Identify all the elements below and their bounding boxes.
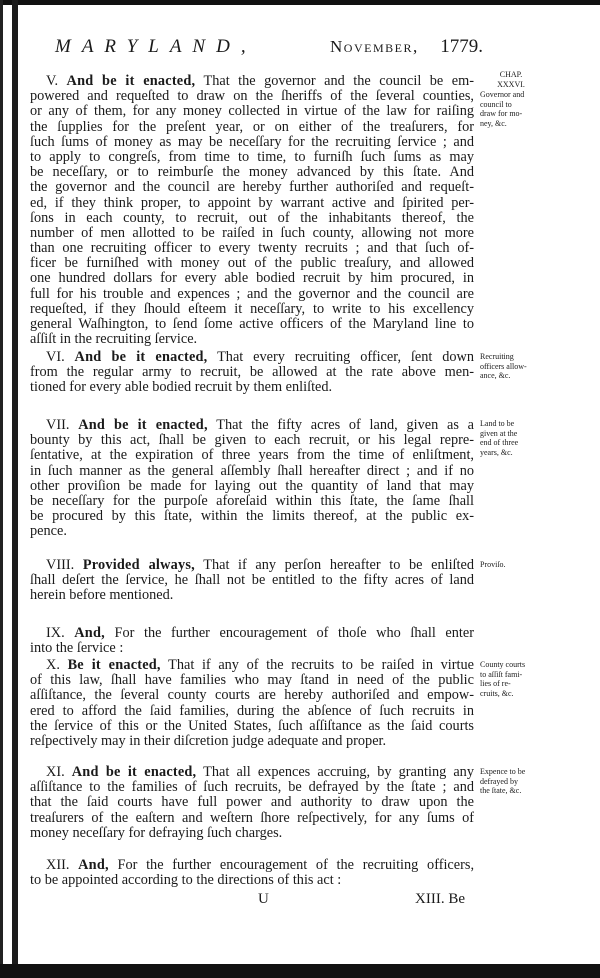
enacting-phrase: And be it enacted, (74, 349, 208, 365)
section-vi (30, 350, 474, 396)
text-line: one hundred dollars for every able bodied recruit by him procured, in (30, 270, 474, 287)
text-line (30, 626, 474, 641)
text-line: aſſiſt in the recruiting ſervice. (30, 331, 198, 348)
text-line: to apply to congreſs, from time to time, to furniſh ſuch ſums as may (30, 148, 474, 165)
line-text: For the further encouragement of the recruiting officers, (117, 857, 475, 873)
section-number: XI. (46, 764, 65, 780)
margin-note-line: officers allow- (480, 361, 527, 371)
margin-note-line: Expence to be (480, 767, 526, 776)
text-line: that the ſaid courts have full power and authority to draw upon the (30, 794, 474, 811)
text-line: ſhall deſert the ſervice, he ſhall not be entitled to the fifty acres of land (30, 572, 474, 589)
section-number: IX. (46, 625, 65, 641)
section-number: X. (46, 657, 60, 673)
scan-border-top (0, 0, 600, 5)
enacting-phrase: And, (74, 625, 105, 641)
text-line: be neceſſary, or to reimburſe the money advanced by this ſtate. And (30, 164, 474, 181)
scan-border-left (12, 0, 18, 978)
enacting-phrase: And be it enacted, (66, 73, 196, 89)
section-xii (30, 858, 474, 888)
margin-note-governor (480, 90, 542, 128)
margin-note-line: Recruiting (480, 352, 514, 361)
text-line: be neceſſary for the purpoſe aforeſaid within this ſtate, the ſame ſhall (30, 492, 474, 509)
text-line (30, 658, 474, 673)
text-line: into the ſervice : (30, 640, 124, 657)
catchword: XIII. Be (415, 891, 465, 907)
margin-note-line: council to (480, 99, 512, 109)
enacting-phrase: And be it enacted, (78, 417, 208, 433)
text-line (30, 858, 474, 873)
text-line (30, 558, 474, 573)
enacting-phrase: And, (78, 857, 109, 873)
margin-note-land (480, 419, 542, 457)
margin-note-line: Proviſo. (480, 560, 506, 569)
text-line: bounty by this act, ſhall be given to each recruit, or his legal repre- (30, 432, 474, 449)
margin-note-line: ance, &c. (480, 371, 511, 380)
text-line: the ſupplies for the preſent year, or on either of the treaſurers, for (30, 118, 474, 135)
text-line: be procured by this ſtate, within the limits thereof, at the public ex- (30, 508, 474, 525)
margin-note-expence (480, 767, 542, 796)
margin-note-line: end of three (480, 438, 519, 447)
margin-note-line: Land to be (480, 419, 515, 428)
text-line: to be appointed according to the directions of this act : (30, 872, 342, 889)
text-line: aſſiſtance, the ſeveral county courts are hereby authoriſed and empow- (30, 687, 474, 704)
text-line: powered and requeſted to draw on the ſheriffs of the ſeveral counties, (30, 88, 474, 105)
text-line: ſuch ſums of money as may be neceſſary for the recruiting ſervice ; and (30, 133, 474, 150)
margin-note-recruiting (480, 352, 542, 381)
line-text: That if any perſon hereafter to be enliſted (203, 557, 474, 573)
text-line (30, 74, 474, 89)
margin-note-line: given at the (480, 428, 518, 438)
margin-note-line: to aſſiſt fami- (480, 669, 523, 679)
scan-border-left-outer (0, 0, 3, 978)
line-text: That every recruiting officer, ſent down (217, 349, 474, 365)
line-text: That if any of the recruits to be raiſed in virtue (168, 657, 474, 673)
text-line: other proviſion be made for laying out the quantity of land that may (30, 477, 474, 494)
line-text: That the governor and the council be em- (203, 73, 474, 89)
enacting-phrase: And be it enacted, (71, 764, 197, 780)
text-line (30, 418, 474, 433)
margin-note-line: County courts (480, 660, 526, 669)
chapter-number: XXXVI. (497, 79, 525, 89)
chapter-label: CHAP. (499, 70, 523, 79)
text-line: pence. (30, 523, 67, 540)
text-line: of this law, ſhall have families who may ſtand in need of the public (30, 672, 474, 689)
margin-note-line: ney, &c. (480, 118, 507, 128)
text-line: ed, if they think proper, to appoint by warrant active and ſpirited per- (30, 194, 474, 211)
signature-mark: U (258, 891, 269, 907)
margin-note-line: cruits, &c. (480, 688, 514, 698)
margin-note-chapter (480, 70, 542, 89)
section-x (30, 658, 474, 749)
margin-note-line: lies of re- (480, 679, 511, 688)
text-line: the governor and the council are hereby further authoriſed and requeſt- (30, 179, 474, 196)
text-line: than one recruiting officer to every twenty recruits ; and that ſuch of- (30, 240, 474, 257)
enacting-phrase: Provided always, (82, 557, 195, 573)
text-line: or any of them, for any money collected in virtue of the law for raiſing (30, 103, 474, 120)
section-ix (30, 626, 474, 656)
margin-note-line: the ſtate, &c. (480, 786, 522, 795)
header-month: November, (330, 37, 419, 56)
text-line: herein before mentioned. (30, 587, 174, 604)
margin-note-county-courts (480, 660, 542, 698)
margin-note-line: years, &c. (480, 447, 513, 457)
section-v (30, 74, 474, 347)
text-line: the ſervice of this or the United States, ſuch aſſiſtance as the ſaid courts (30, 717, 474, 734)
line-text: For the further encouragement of thoſe who ſhall enter (114, 625, 474, 641)
header-year: 1779. (440, 36, 483, 57)
text-line: number of men allotted to be raiſed in ſuch county, allowing not more (30, 224, 474, 241)
margin-note-proviso (480, 560, 542, 570)
running-header (55, 36, 483, 58)
margin-note-line: draw for mo- (480, 109, 523, 118)
margin-note-line: Governor and (480, 90, 525, 99)
section-number: VI. (46, 349, 65, 365)
text-line: money neceſſary for defraying ſuch charges. (30, 824, 283, 841)
text-line (30, 765, 474, 780)
text-line: aſſiſtance to the families of ſuch recruits, be defrayed by the ſtate ; and (30, 779, 474, 796)
section-number: XII. (46, 857, 70, 873)
text-line: ficer be furniſhed with money out of the public treaſury, and allowed (30, 255, 474, 272)
scan-border-bottom (0, 964, 600, 978)
section-vii (30, 418, 474, 540)
text-line: full for his trouble and expences ; and the governor and the council are (30, 285, 474, 302)
text-line: ſons in each county, to recruit, out of the inhabitants thereof, the (30, 209, 474, 226)
line-text: That all expences accruing, by granting any (203, 764, 474, 780)
enacting-phrase: Be it enacted, (67, 657, 161, 673)
margin-note-line: defrayed by (480, 776, 518, 786)
section-xi (30, 765, 474, 841)
text-line: ered to afford the ſaid families, during the abſence of ſuch recruits in (30, 702, 474, 719)
text-line: treaſurers of the eaſtern and weſtern ſhore reſpectively, for any ſums of (30, 809, 474, 826)
text-line: requeſted, if they ſhould eſteem it neceſſary, to write to his excellency (30, 300, 474, 317)
text-line: reſpectively may in their diſcretion judge adequate and proper. (30, 732, 387, 749)
section-number: VII. (46, 417, 70, 433)
text-line (30, 350, 474, 365)
section-number: V. (46, 73, 59, 89)
header-title: MARYLAND, (55, 36, 257, 57)
text-line: general Waſhington, to ſend ſome active officers of the Maryland line to (30, 316, 474, 332)
section-viii (30, 558, 474, 604)
text-line: tioned for every able bodied recruit by them enliſted. (30, 379, 333, 396)
text-line: from the regular army to recruit, be allowed at the rate above men- (30, 364, 474, 381)
section-number: VIII. (46, 557, 75, 573)
text-line: ſentative, at the expiration of three years from the time of enliſtment, (30, 447, 474, 464)
line-text: That the fifty acres of land, given as a (216, 417, 474, 433)
text-line: in ſuch manner as the general aſſembly ſhall hereafter direct ; and if no (30, 462, 474, 479)
